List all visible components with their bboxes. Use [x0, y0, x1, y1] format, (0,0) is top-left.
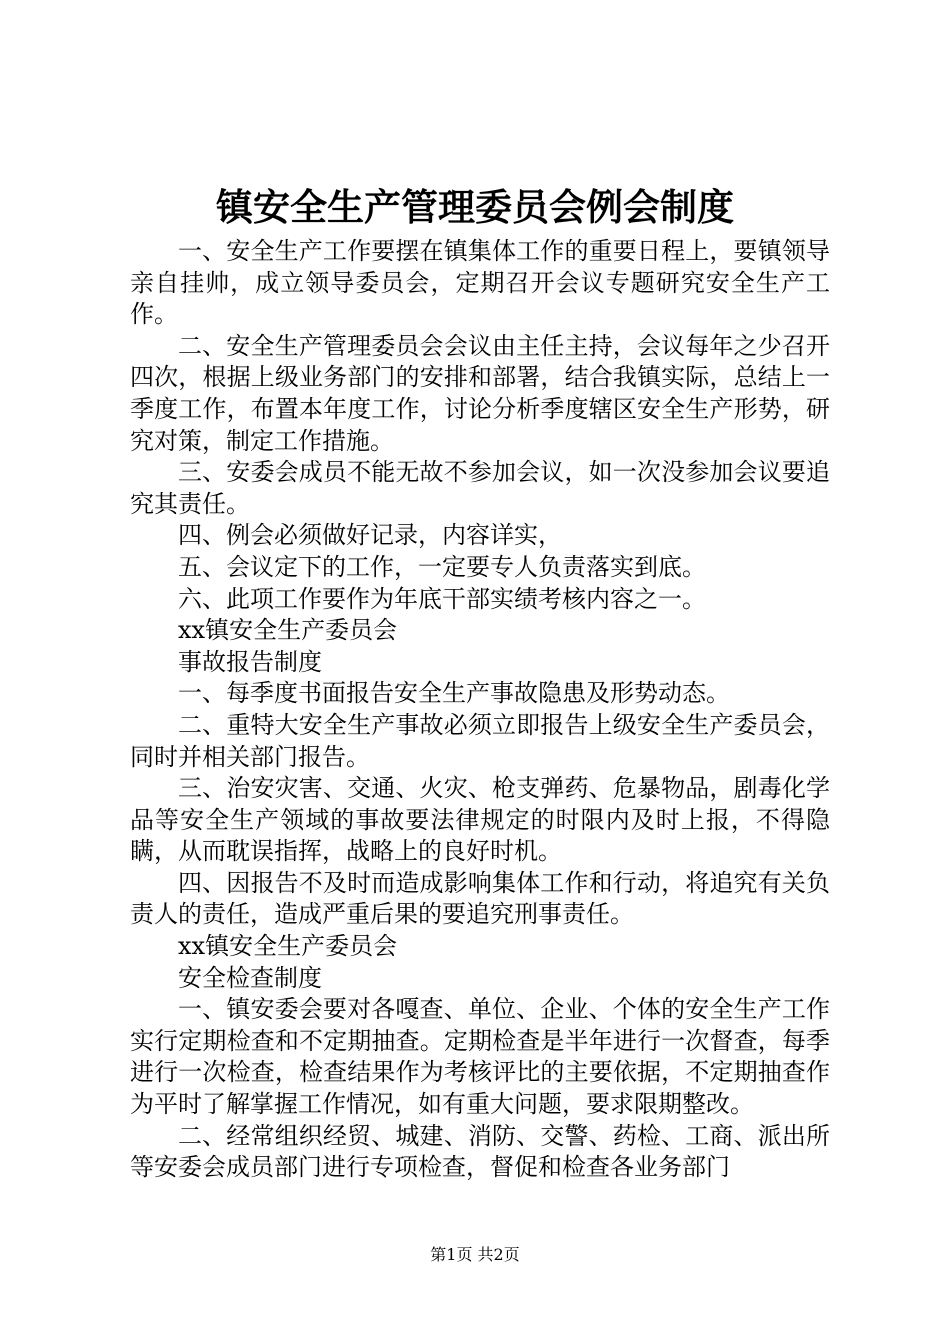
- paragraph: 六、此项工作要作为年底干部实绩考核内容之一。: [178, 584, 706, 613]
- paragraph: 四、因报告不及时而造成影响集体工作和行动，将追究有关负责人的责任，造成严重后果的要追究刑事责任。: [130, 868, 830, 929]
- paragraph: 二、安全生产管理委员会会议由主任主持，会议每年之少召开四次，根据上级业务部门的安排和部署，结合我镇实际，总结上一季度工作，布置本年度工作，讨论分析季度辖区安全生产形势，研究对策，制定工作措施。: [130, 331, 830, 455]
- section-heading: 事故报告制度: [178, 647, 322, 676]
- signature-line: xx镇安全生产委员会: [178, 616, 398, 645]
- paragraph: 一、镇安委会要对各嘎查、单位、企业、个体的安全生产工作实行定期检查和不定期抽查。定期检查是半年进行一次督查，每季进行一次检查，检查结果作为考核评比的主要依据，不定期抽查作为平时了解掌握工作情况，如有重大问题，要求限期整改。: [130, 995, 830, 1119]
- section-heading: 安全检查制度: [178, 963, 322, 992]
- paragraph: 四、例会必须做好记录，内容详实，: [178, 521, 562, 550]
- signature-line: xx镇安全生产委员会: [178, 932, 398, 961]
- paragraph: 五、会议定下的工作，一定要专人负责落实到底。: [178, 552, 706, 581]
- document-title: 镇安全生产管理委员会例会制度: [216, 185, 734, 229]
- paragraph: 三、安委会成员不能无故不参加会议，如一次没参加会议要追究其责任。: [130, 458, 830, 518]
- paragraph: 二、重特大安全生产事故必须立即报告上级安全生产委员会，同时并相关部门报告。: [130, 710, 830, 771]
- paragraph: 三、治安灾害、交通、火灾、枪支弹药、危暴物品，剧毒化学品等安全生产领域的事故要法律规定的时限内及时上报，不得隐瞒，从而耽误指挥，战略上的良好时机。: [130, 774, 830, 866]
- document-body: [130, 236, 830, 1184]
- paragraph: 一、安全生产工作要摆在镇集体工作的重要日程上，要镇领导亲自挂帅，成立领导委员会，定期召开会议专题研究安全生产工作。: [130, 237, 830, 329]
- paragraph: 二、经常组织经贸、城建、消防、交警、药检、工商、派出所等安委会成员部门进行专项检查，督促和检查各业务部门: [130, 1121, 830, 1182]
- page-footer: 第1页 共2页: [430, 1245, 520, 1264]
- paragraph: 一、每季度书面报告安全生产事故隐患及形势动态。: [178, 679, 730, 708]
